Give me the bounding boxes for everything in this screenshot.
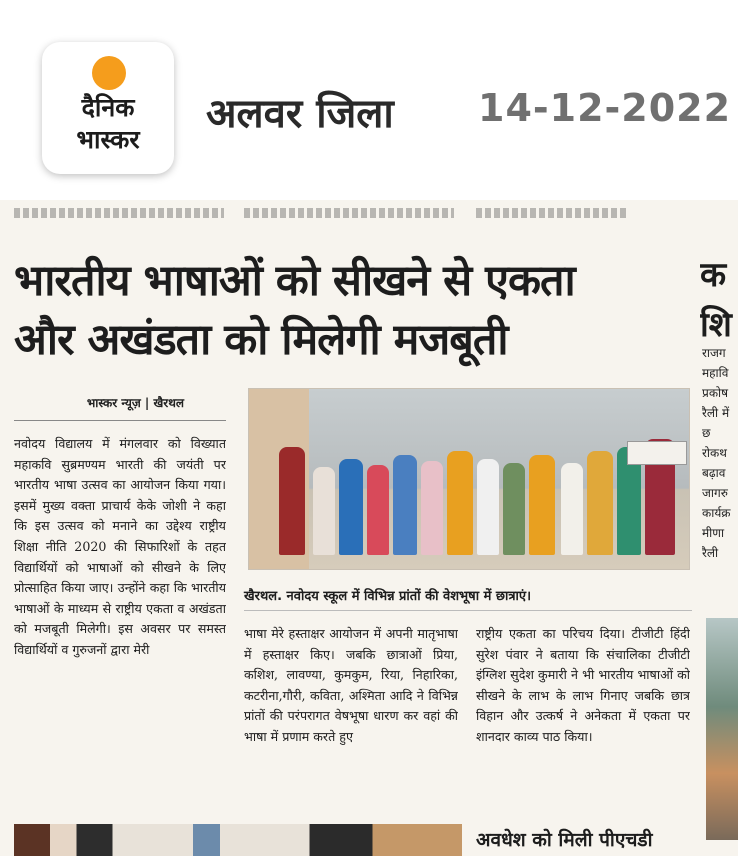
cut-text-line	[14, 208, 224, 218]
article-column-3: राष्ट्रीय एकता का परिचय दिया। टीजीटी हिंदी सुरेश पंवार ने बताया कि संचालिका टीजीटी इंग्लिश सुदेश कुमारी ने भी भारतीय भाषाओं को सीखने के लाभ के लाभ गिनाए जबकि छात्र विहान और उत्कर्ष ने अनेकता में एकता पर शानदार काव्य पाठ किया।	[476, 626, 690, 744]
article-headline	[14, 252, 694, 370]
sun-icon	[92, 56, 126, 90]
byline-text: भास्कर न्यूज़ | खैरथल	[86, 396, 184, 410]
district-title: अलवर जिला	[206, 91, 394, 137]
logo-line-2: भास्कर	[76, 125, 140, 154]
article-column-2: भाषा मेरे हस्ताक्षर आयोजन में अपनी मातृभाषा में हस्ताक्षर किए। जबकि छात्राओं प्रिया, कशिश, लावण्या, कुमकुम, रिया, निहारिका, कटरीना,गौरी, कविता, अश्मिता आदि ने विभिन्न प्रांतों की परंपरागत वेषभूषा धारण कर वहां की भाषा में प्रणाम करते हुए	[244, 626, 458, 744]
screenshot-header	[0, 0, 738, 200]
photo-figure	[587, 451, 613, 555]
photo-figure	[367, 465, 389, 555]
cut-text-line	[476, 208, 626, 218]
headline-line-1: भारतीय भाषाओं को सीखने से एकता	[14, 256, 575, 306]
edition-date: 14-12-2022	[478, 86, 732, 130]
dainik-bhaskar-logo	[42, 42, 174, 174]
photo-figure	[561, 463, 583, 555]
photo-figure	[279, 447, 305, 555]
photo-figure	[313, 467, 335, 555]
cut-text-line	[244, 208, 454, 218]
photo-figure	[393, 455, 417, 555]
newspaper-clipping	[0, 200, 738, 856]
photo-figure	[477, 459, 499, 555]
headline-line-2: और अखंडता को मिलेगी मजबूती	[14, 315, 508, 365]
photo-figure	[447, 451, 473, 555]
photo-figure	[529, 455, 555, 555]
placard	[627, 441, 687, 465]
side-article-headline: क शि	[700, 255, 732, 345]
article-column-1: नवोदय विद्यालय में मंगलवार को विख्यात महाकवि सुब्रमण्यम भारती की जयंती पर भारतीय भाषा उत्सव का आयोजन किया गया। इसमें मुख्य वक्ता प्राचार्य केके जोशी ने कहा कि इस उत्सव को मनाने का उद्देश्य राष्ट्रीय शिक्षा नीति 2020 की सिफारिशों के तहत विद्यार्थियों को भाषाओं को सीखने के लिए प्रोत्साहित किया जाए। उन्होंने कहा कि भारतीय भाषाओं के माध्यम से राष्ट्रीय एकता व अखंडता को मजबूती मिलेगी। इस अवसर पर समस्त विद्यार्थियों व गुरुजनों द्वारा मेरी	[14, 436, 226, 657]
photo-figure	[339, 459, 363, 555]
article-photo	[248, 388, 690, 570]
photo-figure	[503, 463, 525, 555]
next-article-headline: अवधेश को मिली पीएचडी	[476, 829, 653, 851]
photo-figure	[421, 461, 443, 555]
logo-line-1: दैनिक	[81, 93, 135, 122]
side-article-photo	[706, 618, 738, 840]
photo-caption: खैरथल. नवोदय स्कूल में विभिन्न प्रांतों की वेशभूषा में छात्राएं।	[244, 586, 692, 611]
side-article-text: राजग महावि प्रकोष रैली में छ रोकथ बढ़ाव जागरु कार्यक्र मीणा रैली	[702, 346, 731, 560]
byline	[14, 390, 226, 421]
next-article-photo	[14, 824, 462, 856]
